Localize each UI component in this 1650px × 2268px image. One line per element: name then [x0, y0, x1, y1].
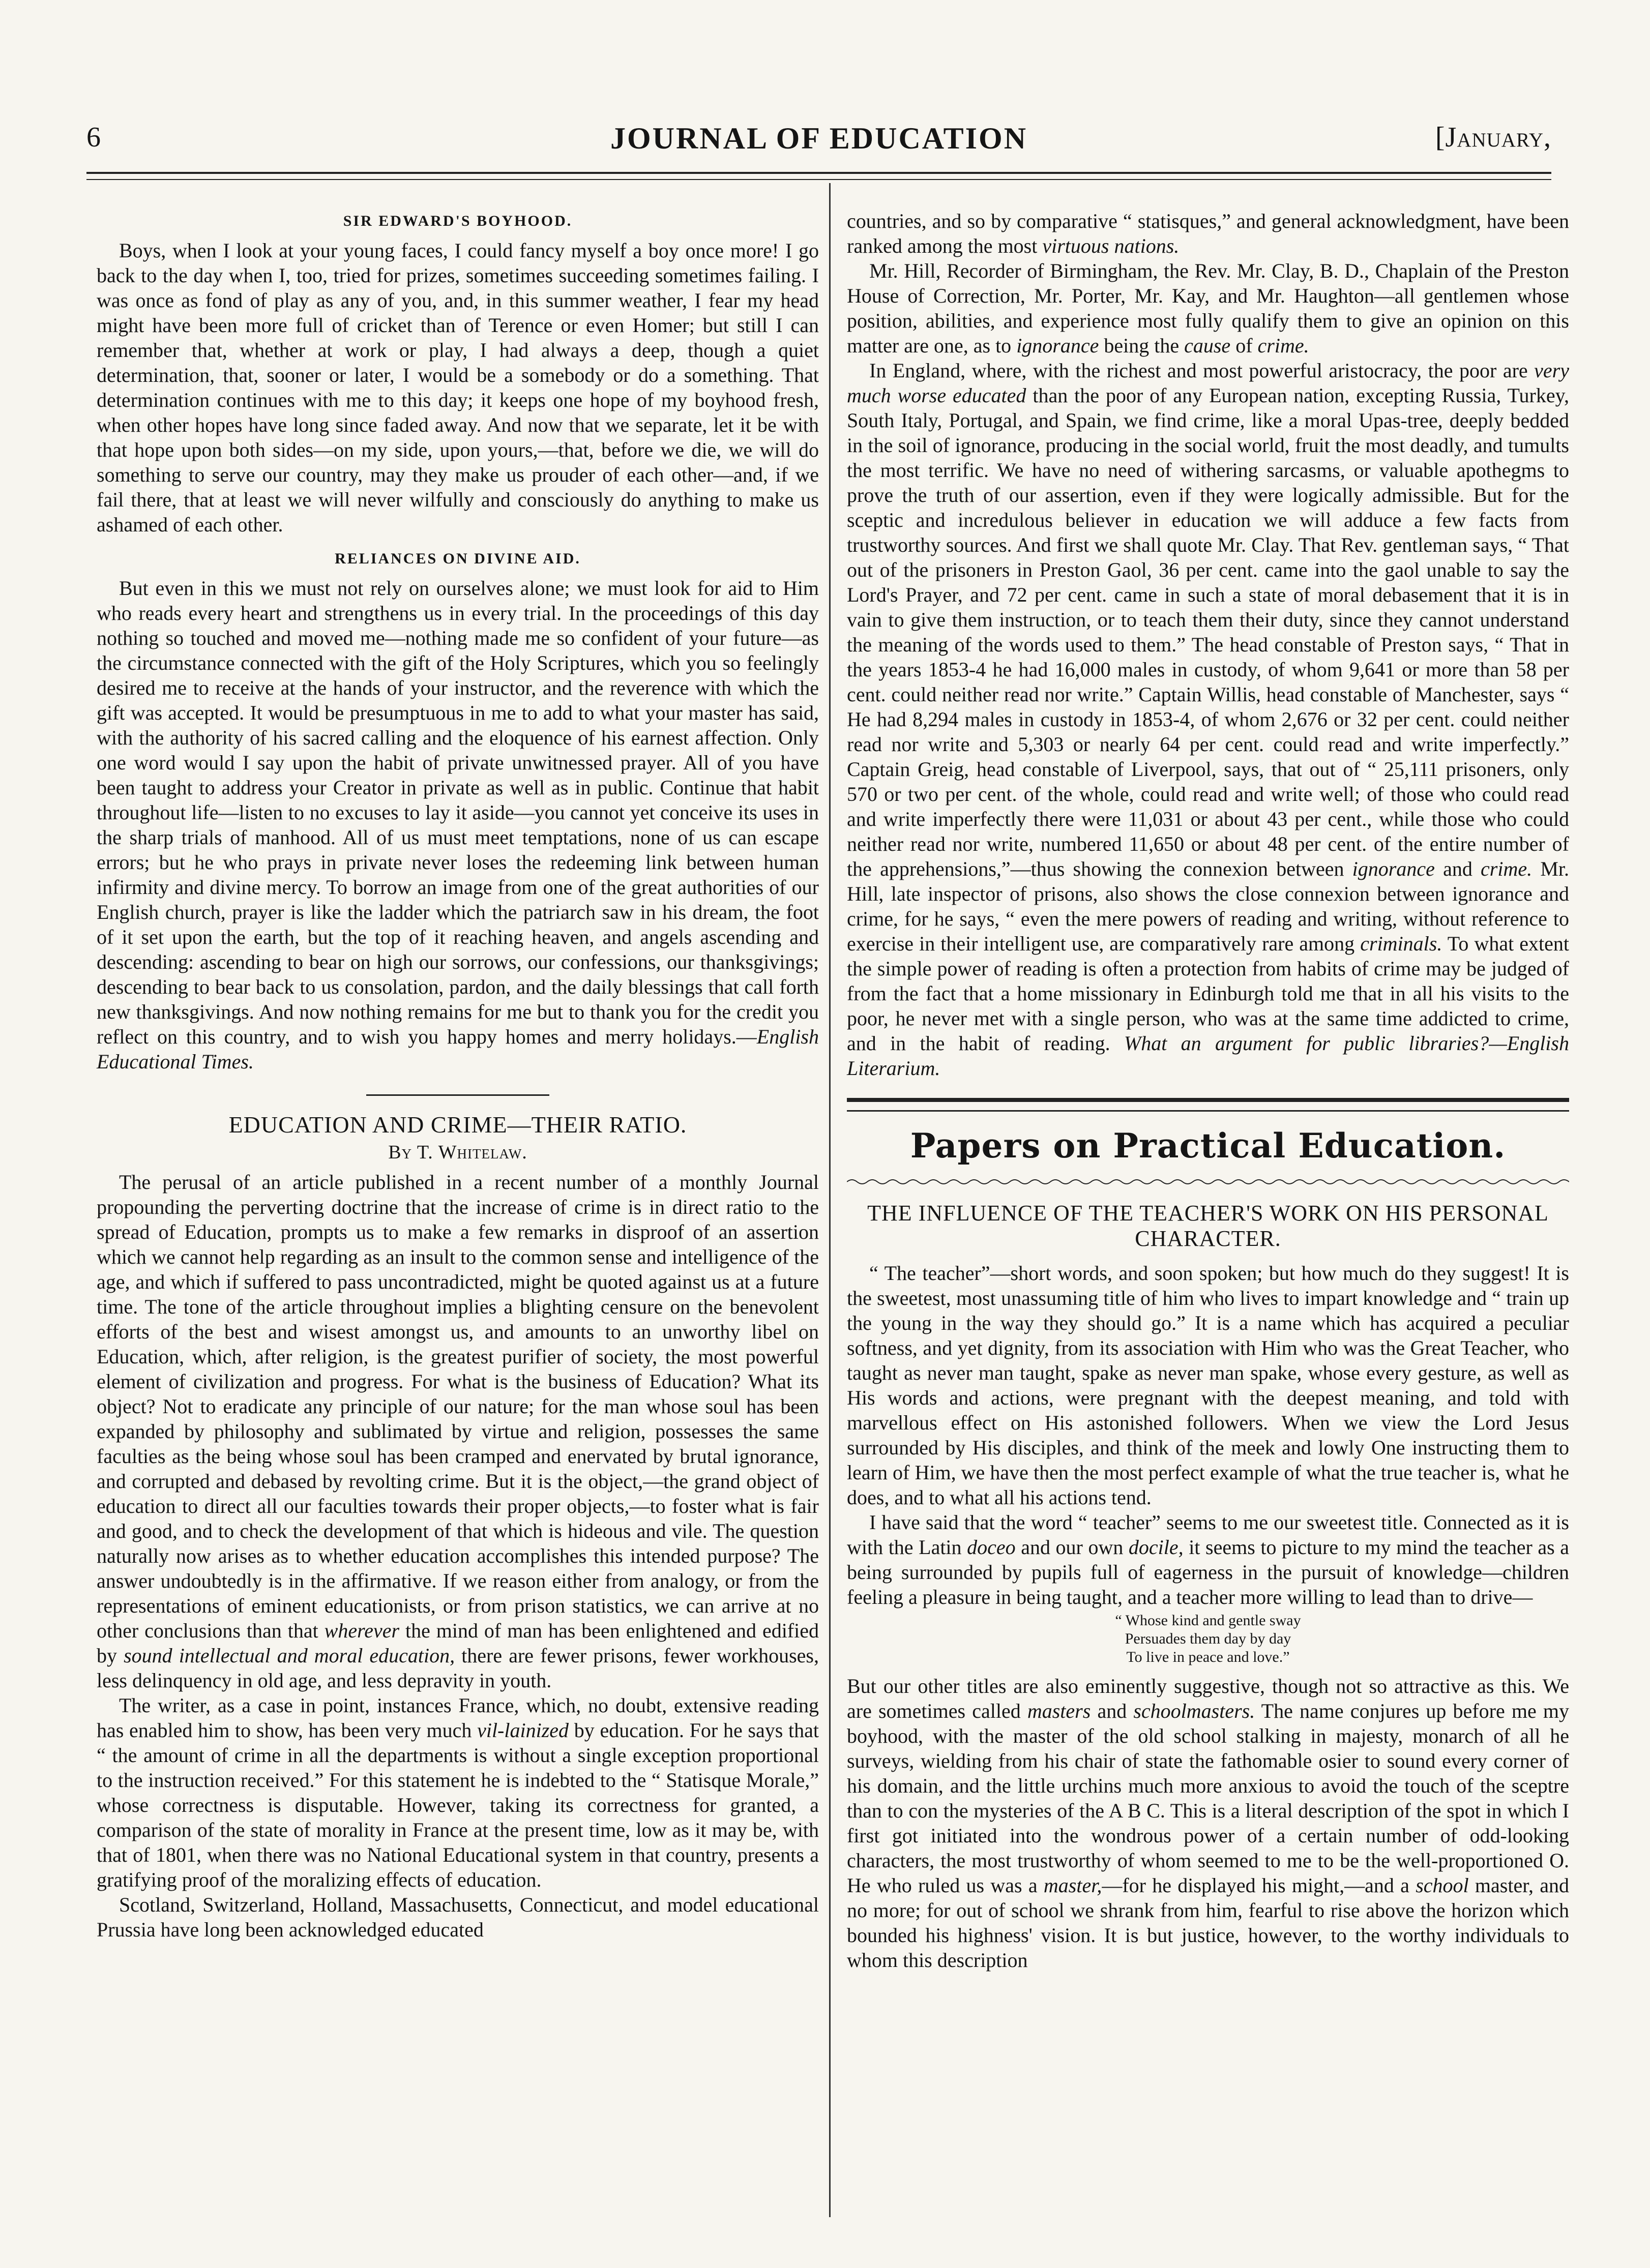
source-citation: English Educational Times. — [97, 1025, 819, 1073]
paragraph: Boys, when I look at your young faces, I could fancy myself a boy once more! I go back to the day when I, too, tried for prizes, sometimes succeeding sometimes failing. I was once as fond of play as any of you, and, in this summer weather, I fear my head might have been more full of cricket than of Terence or even Homer; but still I can remember that, whether at work or play, I had always a deep, though a quiet determination, that, sooner or later, I would be a somebody or do a something. That determination continues with me to this day; it keeps one hope of my boyhood fresh, when other hopes have long since faded away. And now that we separate, let it be with that hope upon both sides—on my side, upon yours,—that, before we die, we will do something to serve our country, may they make us prouder of each other—and, if we fail there, that at least we will never wilfully and consciously do anything to make us ashamed of each other. — [97, 239, 819, 536]
paragraph: But even in this we must not rely on ourselves alone; we must look for aid to Him who reads every heart and strengthens us in every trial. In the proceedings of this day nothing so touched and moved me—nothing made me so confident of your future—as the circumstance connected with the gift of the Holy Scriptures, which you so feelingly desired me to receive at the hands of your instructor, and the reverence with which the gift was accepted. It would be presumptuous in me to add to what your master has said, with the authority of his sacred calling and the eloquence of his earnest affection. Only one word would I say upon the habit of private unwitnessed prayer. All of you have been taught to address your Creator in private as well as in public. Continue that habit throughout life—listen to no excuses to lay it aside—you cannot yet conceive its uses in the sharp trials of manhood. All of us must meet temptations, none of us can escape errors; but he who prays in private never loses the redeeming link between human infirmity and divine mercy. To borrow an image from one of the great authorities of our English church, prayer is like the ladder which the patriarch saw in his dream, the foot of it set upon the earth, but the top of it reaching heaven, and angels ascending and descending: ascending to bear on high our sorrows, our confessions, our thanksgivings; descending to bear back to us consolation, pardon, and the daily blessings that call forth new thanksgivings. And now nothing remains for me but to thank you for the credit you reflect on this country, and to wish you happy homes and merry holidays.—English Educational Times. — [97, 577, 819, 1073]
paragraph: But our other titles are also eminently suggestive, though not so attractive as this. We are sometimes called masters and schoolmasters. The name conjures up before me my boyhood, with the master of the old school stalking in majesty, monarch of all he surveys, wielding from his chair of state the fathomable osier to sound every corner of his domain, and the little urchins much more anxious to avoid the touch of the sceptre than to con the mysteries of the A B C. This is a literal description of the spot in which I first got initiated into the wondrous power of a certain number of odd-looking characters, the most trustworthy of whom seemed to me to be the well-proportioned O. He who ruled us was a master,—for he displayed his might,—and a school master, and no more; for out of school we shrank from him, fearful to rise above the horizon which bounded his highness' vision. It is but justice, however, to the worthy individuals to whom this description — [847, 1675, 1569, 1972]
paragraph: Scotland, Switzerland, Holland, Massachusetts, Connecticut, and model educational Prussia have long been acknowledged educated — [97, 1893, 819, 1941]
section-rule — [366, 1094, 549, 1096]
byline: By T. Whitelaw. — [388, 1142, 527, 1163]
verse-line: Persuades them day by day — [1125, 1630, 1291, 1647]
left-column — [97, 208, 819, 1942]
right-column — [847, 208, 1569, 1973]
paragraph: Mr. Hill, Recorder of Birmingham, the Rev. Mr. Clay, B. D., Chaplain of the Preston House of Correction, Mr. Porter, Mr. Kay, and Mr. Haughton—all gentlemen whose position, abilities, and experience most fully qualify them to give an opinion on this matter are one, as to ignorance being the cause of crime. — [847, 259, 1569, 357]
journal-title: JOURNAL OF EDUCATION — [610, 122, 1028, 155]
paragraph: countries, and so by comparative “ statisques,” and general acknowledgment, have been ranked among the most virtuous nations. — [847, 210, 1569, 257]
paragraph: The perusal of an article published in a recent number of a monthly Journal propounding the perverting doctrine that the increase of crime is in direct ratio to the spread of Education, prompts us to make a few remarks in disproof of an assertion which we cannot help regarding as an insult to the common sense and intelligence of the age, and which if suffered to pass uncontradicted, might be quoted against us at a future time. The tone of the article throughout implies a blighting censure on the benevolent efforts of the best and wisest amongst us, and amounts to an unworthy libel on Education, which, after religion, is the greatest purifier of society, the most powerful element of civilization and progress. For what is the business of Education? What its object? Not to eradicate any principle of our nature; for the man whose soul has been expanded by philosophy and sublimated by virtue and religion, possesses the same faculties as the being whose soul has been cramped and enervated by brutal ignorance, and corrupted and debased by revolting crime. But it is the object,—the grand object of education to direct all our faculties towards their proper objects,—to foster what is fair and good, and to check the development of that which is hideous and vile. The question naturally now arises as to whether education accomplishes this intended purpose? The answer undoubtedly is in the affirmative. If we reason either from analogy, or from the representations of eminent educationists, or from prison statistics, we can arrive at no other conclusions than that wherever the mind of man has been enlightened and edified by sound intellectual and moral education, there are fewer prisons, fewer workhouses, less delinquency in old age, and less depravity in youth. — [97, 1171, 819, 1692]
heading-education-and-crime: EDUCATION AND CRIME—THEIR RATIO. — [228, 1112, 687, 1138]
heading-reliances-divine-aid: RELIANCES ON DIVINE AID. — [335, 550, 581, 567]
section-rule-thick — [847, 1098, 1569, 1112]
column-divider — [829, 183, 831, 2217]
verse-quote — [847, 1612, 1569, 1666]
wavy-rule — [847, 1177, 1569, 1187]
running-head — [86, 121, 1551, 162]
verse-line: “ Whose kind and gentle sway — [1115, 1612, 1301, 1629]
header-rule — [86, 172, 1551, 180]
paragraph: In England, where, with the richest and most powerful aristocracy, the poor are very much worse educated than the poor of any European nation, excepting Russia, Turkey, South Italy, Portugal, and Spain, we find crime, like a moral Upas-tree, deeply bedded in the soil of ignorance, producing in the social world, fruit the most deadly, and tumults the most terrific. We have no need of withering sarcasms, or valuable apothegms to prove the truth of our assertion, even if they were logically admissible. But for the sceptic and incredulous believer in education we will adduce a few facts from trustworthy sources. And first we shall quote Mr. Clay. That Rev. gentleman says, “ That out of the prisoners in Preston Gaol, 36 per cent. came into the gaol unable to say the Lord's Prayer, and 72 per cent. came in such a state of moral debasement that it is in vain to give them instruction, or to teach them their duty, since they cannot understand the meaning of the words used to them.” The head constable of Preston says, “ That in the years 1853-4 he had 16,000 males in custody, of whom 9,641 or more than 58 per cent. could neither read nor write.” Captain Willis, head constable of Manchester, says “ He had 8,294 males in custody in 1853-4, of whom 2,676 or 32 per cent. could neither read nor write and 5,303 or nearly 64 per cent. could read and write imperfectly.” Captain Greig, head constable of Liverpool, says, that out of “ 25,111 prisoners, only 570 or two per cent. of the whole, could read and write well; of those who could read and write imperfectly there were 11,031 or about 43 per cent., while those who could neither read nor write, numbered 11,650 or about 48 per cent. of the entire number of the apprehensions,”—thus showing the connexion between ignorance and crime. Mr. Hill, late inspector of prisons, also shows the close connexion between ignorance and crime, for he says, “ even the mere powers of reading and writing, without reference to exercise in their intelligent use, are comparatively rare among criminals. To what extent the simple power of reading is often a protection from habits of crime may be judged of from the fact that a home missionary in Edinburgh told me that in all his visits to the poor, he never met with a single person, who was at the same time addicted to crime, and in the habit of reading. What an argument for public libraries?—English Literarium. — [847, 359, 1570, 1080]
section-banner: Papers on Practical Education. — [910, 1126, 1506, 1166]
page-number: 6 — [86, 122, 101, 153]
heading-sir-edwards-boyhood: SIR EDWARD'S BOYHOOD. — [343, 213, 573, 229]
paragraph: The writer, as a case in point, instances France, which, no doubt, extensive reading has enabled him to show, has been very much vil-lainized by education. For he says that “ the amount of crime in all the departments is without a single exception proportional to the instruction received.” For this statement he is indebted to the “ Statisque Morale,” whose correctness is disputable. However, taking its correctness for granted, a comparison of the state of morality in France at the present time, low as it may be, with that of 1801, when there was no National Educational system in that country, presents a gratifying proof of the moralizing effects of education. — [97, 1694, 819, 1891]
verse-line: To live in peace and love.” — [1126, 1649, 1290, 1665]
paragraph: “ The teacher”—short words, and soon spoken; but how much do they suggest! It is the sweetest, most unassuming title of him who lives to impart knowledge and “ train up the young in the way they should go.” It is a name which has acquired a peculiar softness, and yet dignity, from its association with Him who was the Great Teacher, who taught as never man taught, spake as never man spake, whose every gesture, as well as His words and actions, were pregnant with the deepest meaning, and told with marvellous effect on His astonished followers. When we view the Lord Jesus surrounded by His disciples, and think of the meek and lowly One instructing them to learn of Him, we have then the most perfect example of what the true teacher is, what he does, and to what all his actions tend. — [847, 1262, 1569, 1509]
source-citation: What an argument for public libraries?—English Literarium. — [847, 1032, 1569, 1080]
issue-month: [January, — [1435, 122, 1551, 153]
article-title: THE INFLUENCE OF THE TEACHER'S WORK ON HIS PERSONAL CHARACTER. — [867, 1201, 1549, 1251]
paragraph: I have said that the word “ teacher” seems to me our sweetest title. Connected as it is with the Latin doceo and our own docile, it seems to picture to my mind the teacher as a being surrounded by pupils full of eagerness in the pursuit of knowledge—children feeling a pleasure in being taught, and a teacher more willing to lead than to drive— — [847, 1511, 1569, 1608]
